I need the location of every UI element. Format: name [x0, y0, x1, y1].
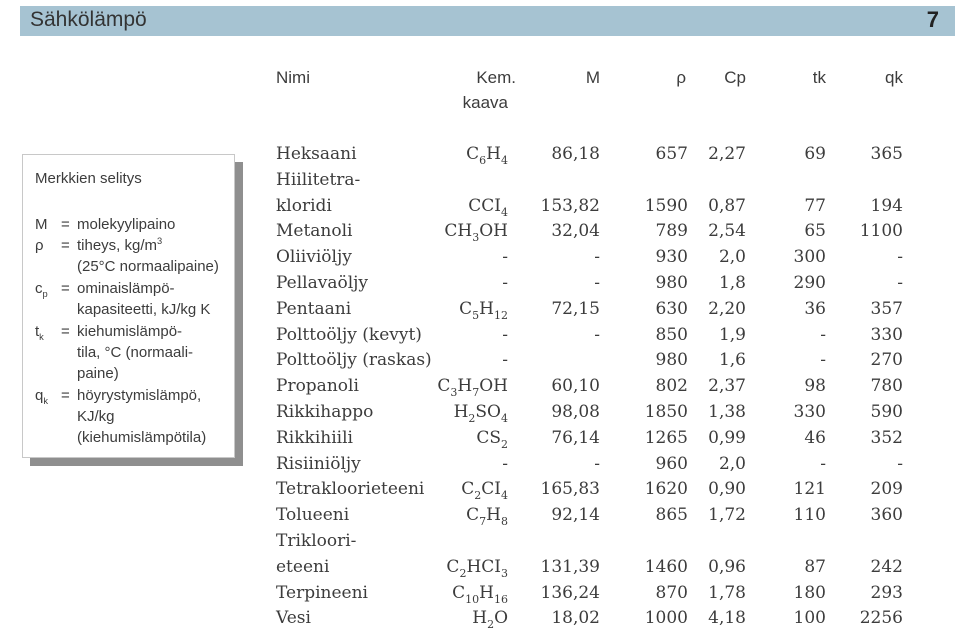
- row-name: Terpineeni: [276, 582, 368, 603]
- row-cp: 1,72: [708, 505, 746, 526]
- row-tk: 121: [793, 479, 826, 500]
- formula-part: C: [466, 505, 480, 526]
- legend-eq: =: [61, 216, 70, 233]
- legend-symbol-rho: ρ: [35, 237, 44, 254]
- legend-eq: =: [61, 387, 70, 404]
- row-tk: 87: [804, 556, 826, 577]
- row-name: Pentaani: [276, 298, 352, 319]
- row-cp: 2,54: [708, 221, 746, 242]
- row-formula: [358, 402, 508, 424]
- header-kaava: Kem.: [476, 68, 516, 87]
- formula-part: OH: [479, 376, 508, 397]
- formula-subscript: 2: [468, 412, 476, 425]
- row-tk: 180: [793, 582, 826, 603]
- page-number: 7: [926, 7, 939, 32]
- row-cp: 0,99: [708, 427, 746, 448]
- formula-part: C: [459, 298, 473, 319]
- row-qk: 209: [870, 479, 903, 500]
- formula-part: -: [502, 324, 508, 345]
- row-rho: 1265: [644, 427, 688, 448]
- legend-subscript: p: [42, 289, 48, 299]
- row-name: Vesi: [276, 608, 311, 629]
- row-rho: 630: [655, 298, 688, 319]
- formula-part: C: [446, 556, 460, 577]
- legend-text: (kiehumislämpötila): [77, 429, 207, 446]
- row-name: Polttoöljy (raskas): [276, 350, 432, 371]
- legend-symbol-part: c: [35, 280, 43, 297]
- row-name: Pellavaöljy: [276, 273, 369, 293]
- legend-text: kiehumislämpö-: [77, 323, 183, 340]
- formula-subscript: 4: [501, 412, 508, 425]
- row-rho: 1590: [644, 195, 688, 216]
- row-tk: -: [820, 350, 826, 371]
- row-rho: 1850: [644, 402, 688, 422]
- formula-part: OH: [479, 221, 508, 242]
- row-name: Heksaani: [276, 144, 357, 164]
- row-tk: 65: [804, 221, 826, 242]
- row-tk: 300: [793, 247, 826, 268]
- row-formula: [358, 196, 508, 218]
- formula-part: -: [502, 273, 508, 293]
- page-title: Sähkölämpö: [30, 8, 147, 31]
- row-name: Tetrakloorieteeni: [276, 479, 425, 500]
- row-formula: [358, 247, 508, 267]
- header-nimi: Nimi: [276, 68, 310, 87]
- row-name: Rikkihiili: [276, 427, 353, 448]
- row-formula: [358, 557, 508, 579]
- formula-subscript: 2: [459, 566, 467, 580]
- row-m: 165,83: [540, 479, 600, 500]
- legend-subscript: k: [39, 332, 44, 342]
- row-tk: -: [820, 453, 826, 474]
- row-name: eteeni: [276, 556, 330, 577]
- legend-text: (25°C normaalipaine): [77, 258, 219, 275]
- formula-part: O: [494, 608, 508, 629]
- formula-part: CI: [481, 479, 501, 500]
- row-tk: 46: [804, 427, 826, 448]
- formula-part: H: [472, 608, 488, 629]
- row-qk: -: [897, 273, 903, 293]
- row-m: -: [594, 453, 600, 474]
- formula-subscript: 7: [479, 515, 487, 529]
- formula-part: H: [486, 505, 501, 526]
- row-m: 131,39: [540, 556, 600, 577]
- row-name: Oliiviöljy: [276, 247, 352, 268]
- row-cp: 2,20: [708, 298, 746, 319]
- legend-eq: =: [61, 237, 70, 254]
- row-name: Rikkihappo: [276, 402, 374, 422]
- formula-part: CCI: [468, 195, 501, 216]
- row-qk: 590: [870, 402, 903, 422]
- formula-part: C: [452, 582, 466, 603]
- legend-text: kapasiteetti, kJ/kg K: [77, 301, 211, 318]
- header-qk: qk: [885, 68, 903, 87]
- formula-part: -: [502, 350, 508, 371]
- row-rho: 850: [655, 324, 688, 345]
- formula-subscript: 6: [479, 154, 487, 167]
- legend-symbol-tk: [35, 321, 44, 342]
- formula-subscript: 10: [465, 592, 480, 606]
- formula-part: H: [457, 376, 473, 397]
- row-qk: -: [897, 453, 903, 474]
- legend-text: KJ/kg: [77, 408, 115, 425]
- row-rho: 1620: [644, 479, 688, 500]
- row-m: 153,82: [540, 195, 600, 216]
- row-formula: [358, 144, 508, 166]
- row-qk: 365: [870, 144, 903, 164]
- row-formula: [358, 583, 508, 605]
- row-tk: 100: [793, 608, 826, 629]
- row-name: Metanoli: [276, 221, 353, 242]
- header-kaava-2: kaava: [462, 93, 508, 112]
- row-rho: 980: [655, 273, 688, 293]
- formula-subscript: 12: [494, 308, 508, 322]
- formula-part: H: [479, 298, 494, 319]
- row-name: Propanoli: [276, 376, 359, 397]
- formula-part: HCI: [466, 556, 501, 577]
- row-qk: 242: [870, 556, 903, 577]
- row-rho: 870: [655, 582, 688, 603]
- row-cp: 2,0: [718, 247, 746, 268]
- row-m: 92,14: [551, 505, 600, 526]
- header-m: M: [585, 68, 600, 87]
- row-formula: [358, 454, 508, 474]
- formula-part: -: [502, 453, 508, 474]
- formula-subscript: 8: [501, 515, 508, 529]
- row-rho: 930: [655, 247, 688, 268]
- row-cp: 2,27: [708, 144, 746, 164]
- legend-symbol-cp: [35, 278, 48, 299]
- legend-eq: =: [61, 280, 70, 297]
- row-qk: 352: [870, 427, 903, 448]
- row-tk: 98: [804, 376, 826, 397]
- legend-box: [22, 154, 235, 458]
- row-tk: 290: [793, 273, 826, 293]
- legend-symbol-part: t: [35, 323, 40, 340]
- header-cp: Cp: [724, 68, 746, 87]
- row-m: 76,14: [551, 427, 600, 448]
- legend-text: höyrystymislämpö,: [77, 387, 202, 404]
- row-formula: [358, 221, 508, 243]
- formula-part: CH: [444, 221, 473, 242]
- formula-subscript: 3: [501, 566, 508, 580]
- formula-part: SO: [475, 402, 501, 422]
- row-qk: 2256: [859, 608, 903, 629]
- row-rho: 865: [655, 505, 688, 526]
- formula-subscript: 7: [472, 386, 480, 400]
- row-tk: 77: [804, 195, 826, 216]
- row-cp: 1,78: [708, 582, 746, 603]
- formula-part: H: [479, 582, 494, 603]
- row-name: kloridi: [276, 195, 332, 216]
- formula-part: C: [466, 144, 480, 164]
- row-m: 136,24: [540, 582, 600, 603]
- row-tk: -: [820, 324, 826, 345]
- formula-subscript: 4: [501, 205, 508, 219]
- row-name: Polttoöljy (kevyt): [276, 324, 422, 345]
- row-rho: 960: [655, 453, 688, 474]
- row-formula: [358, 350, 508, 370]
- row-tk: 330: [793, 402, 826, 422]
- formula-part: H: [486, 144, 501, 164]
- row-m: 72,15: [551, 298, 600, 319]
- row-formula: [358, 376, 508, 398]
- row-cp: 1,6: [718, 350, 746, 371]
- row-rho: 1460: [644, 556, 688, 577]
- row-qk: 293: [870, 582, 903, 603]
- row-qk: 270: [870, 350, 903, 371]
- row-m: 60,10: [551, 376, 600, 397]
- legend-text: [77, 235, 162, 256]
- row-m: 86,18: [551, 144, 600, 164]
- row-tk: 36: [804, 298, 826, 319]
- row-tk: 69: [804, 144, 826, 164]
- row-formula: [358, 608, 508, 630]
- row-m: 18,02: [551, 608, 600, 629]
- row-rho: 1000: [644, 608, 688, 629]
- formula-part: CS: [476, 427, 501, 448]
- formula-part: C: [461, 479, 475, 500]
- row-rho: 657: [655, 144, 688, 164]
- legend-symbol-part: q: [35, 387, 44, 404]
- row-formula: [358, 273, 508, 293]
- row-qk: 194: [870, 195, 903, 216]
- row-m: -: [594, 324, 600, 345]
- legend-text: paine): [77, 365, 119, 382]
- row-qk: 360: [870, 505, 903, 526]
- row-rho: 789: [655, 221, 688, 242]
- legend-text: tila, °C (normaali-: [77, 344, 194, 361]
- row-name: Risiiniöljy: [276, 453, 361, 474]
- legend-symbol-qk: [35, 385, 48, 406]
- row-cp: 1,9: [718, 324, 746, 345]
- row-formula: [358, 479, 508, 501]
- formula-subscript: 4: [501, 489, 508, 503]
- row-name: Trikloori-: [276, 531, 357, 551]
- header-tk: tk: [812, 68, 826, 87]
- row-rho: 802: [655, 376, 688, 397]
- formula-subscript: 16: [494, 592, 508, 606]
- row-qk: 330: [870, 324, 903, 345]
- row-cp: 1,8: [718, 273, 746, 293]
- legend-title: Merkkien selitys: [35, 170, 142, 187]
- row-cp: 1,38: [708, 402, 746, 422]
- formula-subscript: 5: [472, 308, 480, 322]
- row-m: -: [594, 273, 600, 293]
- row-qk: -: [897, 247, 903, 268]
- legend-superscript: 3: [157, 236, 163, 246]
- row-tk: 110: [793, 505, 826, 526]
- legend-subscript: k: [43, 396, 48, 406]
- row-formula: [358, 505, 508, 527]
- formula-subscript: 3: [472, 231, 480, 245]
- formula-subscript: 2: [501, 437, 508, 451]
- legend-text-part: tiheys, kg/m: [77, 237, 158, 254]
- row-cp: 2,37: [708, 376, 746, 397]
- row-m: -: [594, 247, 600, 268]
- formula-subscript: 2: [474, 489, 482, 503]
- legend-symbol-m: M: [35, 216, 48, 233]
- row-cp: 2,0: [718, 453, 746, 474]
- row-formula: [358, 299, 508, 321]
- row-rho: 980: [655, 350, 688, 371]
- row-qk: 1100: [859, 221, 903, 242]
- formula-subscript: 3: [450, 386, 458, 400]
- row-name: Tolueeni: [276, 505, 350, 526]
- row-m: 32,04: [551, 221, 600, 242]
- row-cp: 0,96: [708, 556, 746, 577]
- row-name: Hiilitetra-: [276, 169, 361, 190]
- header-rho: ρ: [676, 68, 686, 87]
- row-formula: [358, 325, 508, 345]
- row-qk: 357: [870, 298, 903, 319]
- formula-part: H: [453, 402, 469, 422]
- legend-eq: =: [61, 323, 70, 340]
- formula-subscript: 4: [501, 154, 508, 167]
- row-cp: 4,18: [708, 608, 746, 629]
- row-qk: 780: [870, 376, 903, 397]
- row-cp: 0,90: [708, 479, 746, 500]
- row-cp: 0,87: [708, 195, 746, 216]
- row-m: 98,08: [551, 402, 600, 422]
- row-formula: [358, 428, 508, 450]
- formula-part: -: [502, 247, 508, 268]
- header-bar: [20, 6, 955, 36]
- formula-part: C: [437, 376, 451, 397]
- legend-text: molekyylipaino: [77, 216, 176, 233]
- formula-subscript: 2: [487, 618, 495, 631]
- legend-text: ominaislämpö-: [77, 280, 175, 297]
